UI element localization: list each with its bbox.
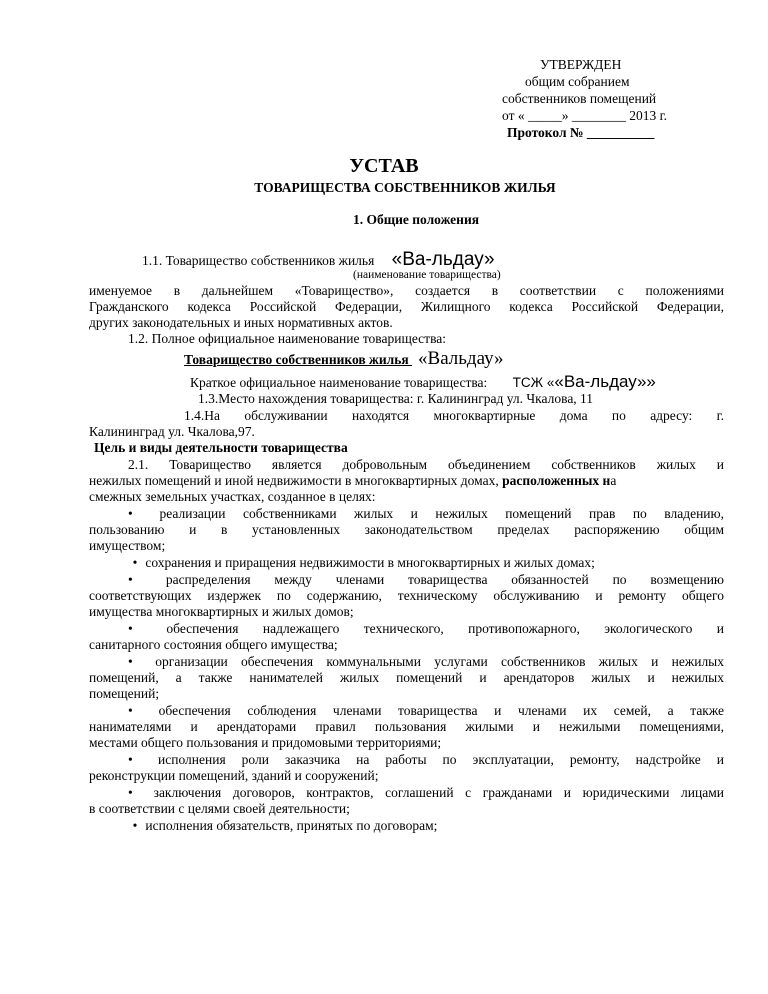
- bullet-6-line-1: [128, 703, 724, 720]
- bullet-4-line-1: [128, 621, 724, 638]
- bullet-dot-icon: •: [128, 621, 133, 636]
- protocol-label: Протокол №: [507, 125, 584, 140]
- clause-1-4-line-2: Калининград ул. Чкалова,97.: [89, 424, 255, 439]
- approval-date: от « _____» ________ 2013 г.: [502, 108, 667, 123]
- bullet-5-text: организации обеспечения коммунальными услугами собственников жилых и нежилых: [155, 654, 725, 669]
- bullet-3-line-1: [128, 572, 724, 589]
- approval-line-2: общим собранием: [525, 74, 630, 89]
- bullet-5-line-2: помещений, а также нанимателей жилых помещений и арендаторов жилых и нежилых: [89, 670, 724, 685]
- bullet-4-line-2: санитарного состояния общего имущества;: [89, 637, 338, 652]
- bullet-dot-icon: •: [132, 818, 138, 833]
- bullet-1-line-3: имуществом;: [89, 538, 166, 553]
- document-subtitle: ТОВАРИЩЕСТВА СОБСТВЕННИКОВ ЖИЛЬЯ: [254, 180, 556, 195]
- bullet-2-line-1: [128, 555, 595, 572]
- clause-1-1-line-2: Гражданского кодекса Российской Федерации, Жилищного кодекса Российской Федерации,: [89, 299, 724, 314]
- bullet-1-line-2: пользованию и в установленных законодательством пределах распоряжению общим: [89, 522, 724, 537]
- bullet-6-line-2: нанимателями и арендаторами правил пользования жилыми и нежилыми помещениями,: [89, 719, 724, 734]
- approval-line-3: собственников помещений: [502, 91, 657, 106]
- protocol-blank: __________: [586, 125, 655, 140]
- bullet-7-line-1: [128, 752, 724, 769]
- full-name-label: Товарищество собственников жилья: [184, 352, 413, 367]
- full-name-value: «Вальдау»: [418, 348, 504, 369]
- bullet-9-text: исполнения обязательств, принятых по договорам;: [145, 818, 438, 833]
- section-1-heading: 1. Общие положения: [352, 212, 480, 227]
- clause-1-1-line-1: именуемое в дальнейшем «Товарищество», создается в соответствии с положениями: [89, 283, 724, 298]
- short-name-value: «Ва-льдау»»: [554, 372, 656, 391]
- clause-1-2-lead: 1.2. Полное официальное наименование товарищества:: [128, 331, 447, 346]
- clause-1-3: 1.3.Место нахождения товарищества: г. Калининград ул. Чкалова, 11: [198, 391, 594, 406]
- section-2-heading: Цель и виды деятельности товарищества: [94, 440, 348, 455]
- bullet-dot-icon: •: [132, 555, 138, 570]
- bullet-9-line-1: [128, 818, 437, 835]
- clause-2-1-line-2-b: расположенных н: [502, 473, 611, 488]
- hoa-name-caption: (наименование товарищества): [353, 269, 501, 281]
- bullet-3-text: распределения между членами товарищества обязанностей по возмещению: [165, 572, 725, 587]
- bullet-3-line-2: соответствующих издержек по содержанию, техническому обслуживанию и ремонту общего: [89, 588, 724, 603]
- clause-1-4-line-1: 1.4.На обслуживании находятся многоквартирные дома по адресу: г.: [184, 408, 724, 423]
- clause-2-1-line-3: смежных земельных участках, созданное в целях:: [89, 489, 376, 504]
- bullet-4-text: обеспечения надлежащего технического, противопожарного, экологического и: [166, 621, 725, 636]
- short-name-label: Краткое официальное наименование товарищества:: [190, 375, 488, 390]
- bullet-2-text: сохранения и приращения недвижимости в многоквартирных и жилых домах;: [145, 555, 595, 570]
- bullet-5-line-1: [128, 654, 724, 671]
- document-title: УСТАВ: [349, 155, 419, 177]
- clause-1-2-full-name: [184, 348, 504, 369]
- bullet-3-line-3: имущества многоквартирных и жилых домов;: [89, 604, 354, 619]
- bullet-6-line-3: местами общего пользования и придомовыми территориями;: [89, 735, 442, 750]
- bullet-dot-icon: •: [128, 654, 133, 669]
- bullet-8-line-2: в соответствии с целями своей деятельности;: [89, 801, 350, 816]
- bullet-dot-icon: •: [128, 506, 133, 521]
- bullet-6-text: обеспечения соблюдения членами товарищества и членами их семей, а также: [158, 703, 725, 718]
- bullet-7-line-2: реконструкции помещений, зданий и сооружений;: [89, 768, 379, 783]
- clause-1-2-short-name: [190, 374, 656, 392]
- clause-2-1-line-2: [89, 473, 724, 490]
- clause-1-1-text: 1.1. Товарищество собственников жилья: [142, 253, 375, 268]
- approval-protocol: [507, 125, 654, 142]
- bullet-1-text: реализации собственниками жилых и нежилых помещений прав по владению,: [159, 506, 724, 521]
- bullet-1-line-1: [128, 506, 724, 523]
- bullet-8-line-1: [128, 785, 724, 802]
- approval-line-1: УТВЕРЖДЕН: [540, 57, 622, 72]
- clause-2-1-line-1: 2.1. Товарищество является добровольным объединением собственников жилых и: [128, 457, 724, 472]
- short-name-prefix: ТСЖ «: [512, 375, 555, 390]
- hoa-name: «Ва-льдау»: [391, 249, 495, 270]
- clause-2-1-line-2-a: нежилых помещений и иной недвижимости в многоквартирных домах,: [89, 473, 503, 488]
- bullet-dot-icon: •: [128, 785, 133, 800]
- clause-1-1-line-3: других законодательных и иных нормативных актов.: [89, 315, 393, 330]
- bullet-dot-icon: •: [128, 703, 133, 718]
- bullet-7-text: исполнения роли заказчика на работы по эксплуатации, ремонту, надстройке и: [158, 752, 724, 767]
- bullet-dot-icon: •: [128, 752, 133, 767]
- bullet-8-text: заключения договоров, контрактов, соглашений с гражданами и юридическими лицами: [153, 785, 724, 800]
- bullet-5-line-3: помещений;: [89, 686, 160, 701]
- clause-2-1-line-2-c: а: [610, 473, 617, 488]
- bullet-dot-icon: •: [128, 572, 133, 587]
